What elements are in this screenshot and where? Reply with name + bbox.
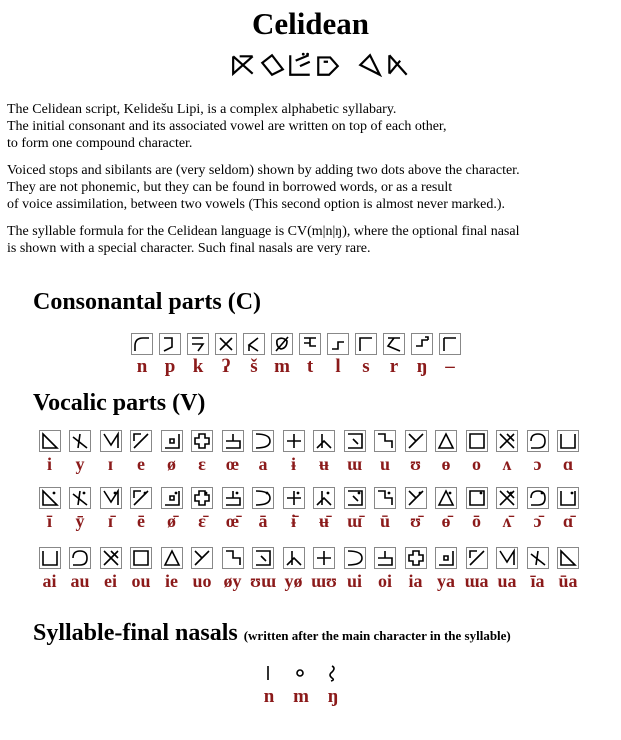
glyph-label: ai [42,571,57,591]
long-vowel-table [36,487,585,533]
glyph-label: ɯa [464,571,489,591]
letter-glyph-icon [411,333,433,355]
glyph-cell [280,487,307,533]
letter-glyph-icon [466,547,488,569]
letter-glyph-icon [187,333,209,355]
letter-glyph-icon [557,487,579,509]
letter-glyph-icon [496,547,518,569]
glyph-cell [296,333,324,379]
letter-glyph-icon [344,547,366,569]
glyph-label: yø [284,571,303,591]
letter-glyph-icon [161,430,183,452]
glyph-label: ɯ̄ [347,511,362,531]
intro-line-2: The initial consonant and its associated vowel are written on top of each other, [7,119,447,134]
native-glyph-icon [231,52,257,78]
glyph-cell [128,430,155,476]
letter-glyph-icon [374,430,396,452]
letter-glyph-icon [191,547,213,569]
glyph-label: s [362,356,370,377]
native-glyph-icon [259,52,285,78]
letter-glyph-icon [313,547,335,569]
glyph-label: ā [258,511,268,531]
letter-glyph-icon [252,547,274,569]
letter-glyph-icon [527,430,549,452]
letter-glyph-icon [374,547,396,569]
glyph-label: ō [472,511,481,531]
letter-glyph-icon [355,333,377,355]
glyph-label: ɛ [198,454,206,474]
letter-glyph-icon [222,547,244,569]
glyph-cell [189,430,216,476]
letter-glyph-icon [159,333,181,355]
glyph-cell [555,487,582,533]
glyph-cell [287,663,315,709]
letter-glyph-icon [222,430,244,452]
glyph-label: ɪ̄ [107,511,114,531]
glyph-label: ʊ [409,454,422,474]
letter-glyph-icon [557,430,579,452]
glyph-cell [97,430,124,476]
glyph-cell [219,547,246,593]
glyph-label: ya [437,571,455,591]
letter-glyph-icon [100,487,122,509]
letter-glyph-icon [283,547,305,569]
glyph-label: ɯ [347,454,362,474]
letter-glyph-icon [435,430,457,452]
glyph-cell [494,430,521,476]
letter-glyph-icon [496,487,518,509]
glyph-cell [128,333,156,379]
letter-glyph-icon [313,430,335,452]
letter-glyph-icon [130,487,152,509]
glyph-label: ia [408,571,423,591]
nasal-table [255,663,351,709]
glyph-label: ɨ [290,454,296,474]
voiced-line-3: of voice assimilation, between two vowels (This second option is almost never marked.). [7,197,506,212]
glyph-label: īa [530,571,545,591]
glyph-label: øy [223,571,242,591]
syllable-line-2: is shown with a special character. Such final nasals are very rare. [7,241,371,256]
glyph-cell [380,333,408,379]
glyph-label: ɛ̄ [198,511,206,531]
letter-glyph-icon [215,333,237,355]
glyph-cell [341,547,368,593]
glyph-cell [463,430,490,476]
glyph-cell [402,547,429,593]
glyph-label: ī [46,511,52,531]
glyph-cell [158,547,185,593]
glyph-label: š [250,356,258,377]
letter-glyph-icon [557,547,579,569]
glyph-cell [184,333,212,379]
short-vowel-table [36,430,585,476]
glyph-label: m [274,356,290,377]
letter-glyph-icon [405,547,427,569]
letter-glyph-icon [131,333,153,355]
letter-glyph-icon [466,487,488,509]
glyph-cell [255,663,283,709]
letter-glyph-icon [271,333,293,355]
letter-glyph-icon [313,487,335,509]
glyph-label: ɑ̄ [562,511,574,531]
glyph-label: ɔ [533,454,542,474]
native-glyph-icon [315,52,341,78]
letter-glyph-icon [405,430,427,452]
letter-glyph-icon [258,663,280,685]
syllable-line-1: The syllable formula for the Celidean language is CV(m|n|ŋ), where the optional final nasal [7,224,520,239]
glyph-label: y [75,454,85,474]
glyph-label: ŋ [416,356,428,377]
glyph-cell [250,430,277,476]
glyph-label: ø [167,454,176,474]
glyph-label: ua [497,571,517,591]
glyph-label: ūa [558,571,578,591]
glyph-label: ei [104,571,117,591]
glyph-label: k [192,356,204,377]
glyph-cell [67,487,94,533]
native-glyph-icon [357,52,383,78]
letter-glyph-icon [222,487,244,509]
letter-glyph-icon [299,333,321,355]
glyph-cell [555,547,582,593]
glyph-cell [158,487,185,533]
glyph-cell [524,547,551,593]
letter-glyph-icon [39,487,61,509]
letter-glyph-icon [252,430,274,452]
letter-glyph-icon [161,487,183,509]
glyph-cell [97,547,124,593]
glyph-cell [189,547,216,593]
glyph-label: – [445,356,455,377]
glyph-cell [555,430,582,476]
glyph-cell [524,487,551,533]
glyph-cell [494,487,521,533]
glyph-cell [372,547,399,593]
nasals-heading-text: Syllable-final nasals [33,620,238,646]
letter-glyph-icon [344,430,366,452]
glyph-cell [212,333,240,379]
letter-glyph-icon [191,430,213,452]
glyph-cell [433,487,460,533]
native-glyph-icon [385,52,411,78]
glyph-cell [311,547,338,593]
glyph-label: u [379,454,390,474]
glyph-cell [36,430,63,476]
glyph-cell [436,333,464,379]
letter-glyph-icon [435,547,457,569]
consonants-heading: Consonantal parts (C) [33,289,262,315]
glyph-label: ʉ̄ [318,511,329,531]
letter-glyph-icon [466,430,488,452]
letter-glyph-icon [130,547,152,569]
letter-glyph-icon [374,487,396,509]
glyph-cell [158,430,185,476]
letter-glyph-icon [252,487,274,509]
letter-glyph-icon [290,663,312,685]
glyph-cell [408,333,436,379]
letter-glyph-icon [69,487,91,509]
glyph-label: m [293,686,309,707]
glyph-label: t [306,356,314,377]
glyph-label: au [70,571,90,591]
glyph-cell [319,663,347,709]
voiced-line-2: They are not phonemic, but they can be found in borrowed words, or as a result [7,180,453,195]
letter-glyph-icon [130,430,152,452]
glyph-label: ʌ̄ [502,511,512,531]
letter-glyph-icon [161,547,183,569]
glyph-cell [463,547,490,593]
glyph-label: œ [226,454,239,474]
letter-glyph-icon [191,487,213,509]
glyph-cell [128,547,155,593]
glyph-label: ɵ̄ [441,511,451,531]
letter-glyph-icon [527,547,549,569]
glyph-cell [494,547,521,593]
glyph-label: n [263,686,275,707]
glyph-cell [341,487,368,533]
native-title [231,52,411,78]
glyph-cell [128,487,155,533]
glyph-label: ɨ̄ [290,511,296,531]
glyph-label: ʔ [221,356,231,377]
glyph-cell [524,430,551,476]
vowels-heading: Vocalic parts (V) [33,390,206,416]
glyph-cell [341,430,368,476]
glyph-cell [97,487,124,533]
glyph-cell [240,333,268,379]
glyph-label: ui [346,571,362,591]
glyph-label: oi [377,571,392,591]
diphthong-table [36,547,585,593]
letter-glyph-icon [39,547,61,569]
glyph-cell [156,333,184,379]
glyph-label: ē [137,511,145,531]
nasals-heading [33,620,511,647]
glyph-label: œ̄ [226,511,239,531]
glyph-cell [324,333,352,379]
glyph-cell [36,487,63,533]
letter-glyph-icon [39,430,61,452]
letter-glyph-icon [69,547,91,569]
glyph-label: n [136,356,148,377]
glyph-label: ou [131,571,151,591]
glyph-cell [280,547,307,593]
glyph-label: ū [379,511,390,531]
letter-glyph-icon [344,487,366,509]
glyph-label: l [335,356,341,377]
glyph-cell [36,547,63,593]
letter-glyph-icon [439,333,461,355]
glyph-label: ɔ̄ [533,511,542,531]
glyph-cell [67,547,94,593]
native-glyph-icon [287,52,313,78]
page-title: Celidean [251,6,370,41]
letter-glyph-icon [100,547,122,569]
glyph-label: o [472,454,481,474]
glyph-label: r [389,356,399,377]
glyph-cell [311,430,338,476]
intro-line-3: to form one compound character. [7,136,193,151]
glyph-label: ŋ [327,686,339,707]
glyph-cell [352,333,380,379]
glyph-cell [372,487,399,533]
letter-glyph-icon [327,333,349,355]
letter-glyph-icon [283,430,305,452]
glyph-label: p [164,356,176,377]
letter-glyph-icon [527,487,549,509]
glyph-label: i [46,454,52,474]
glyph-label: ʉ [318,454,329,474]
glyph-label: ɵ [441,454,451,474]
glyph-label: e [137,454,145,474]
glyph-cell [250,487,277,533]
consonant-table [128,333,464,379]
letter-glyph-icon [496,430,518,452]
glyph-cell [402,430,429,476]
glyph-label: ȳ [75,511,85,531]
glyph-cell [311,487,338,533]
letter-glyph-icon [383,333,405,355]
glyph-cell [280,430,307,476]
glyph-cell [189,487,216,533]
glyph-cell [250,547,277,593]
glyph-label: ɯʊ [310,571,338,591]
glyph-label: ʊɯ [249,571,277,591]
glyph-label: uo [192,571,212,591]
glyph-cell [219,487,246,533]
glyph-cell [268,333,296,379]
nasals-note: (written after the main character in the syllable) [243,628,511,643]
glyph-label: ɪ [107,454,114,474]
glyph-label: ʌ [502,454,512,474]
letter-glyph-icon [243,333,265,355]
glyph-cell [219,430,246,476]
letter-glyph-icon [405,487,427,509]
glyph-cell [433,547,460,593]
glyph-label: ie [165,571,178,591]
letter-glyph-icon [69,430,91,452]
glyph-label: ɑ [562,454,574,474]
voiced-line-1: Voiced stops and sibilants are (very seldom) shown by adding two dots above the character. [7,163,520,178]
letter-glyph-icon [435,487,457,509]
intro-line-1: The Celidean script, Kelidešu Lipi, is a complex alphabetic syllabary. [7,102,397,117]
glyph-cell [433,430,460,476]
glyph-label: ʊ̄ [409,511,422,531]
letter-glyph-icon [283,487,305,509]
glyph-cell [402,487,429,533]
glyph-cell [67,430,94,476]
glyph-cell [372,430,399,476]
glyph-label: a [258,454,268,474]
glyph-cell [463,487,490,533]
letter-glyph-icon [100,430,122,452]
letter-glyph-icon [322,663,344,685]
glyph-label: ø̄ [167,511,176,531]
